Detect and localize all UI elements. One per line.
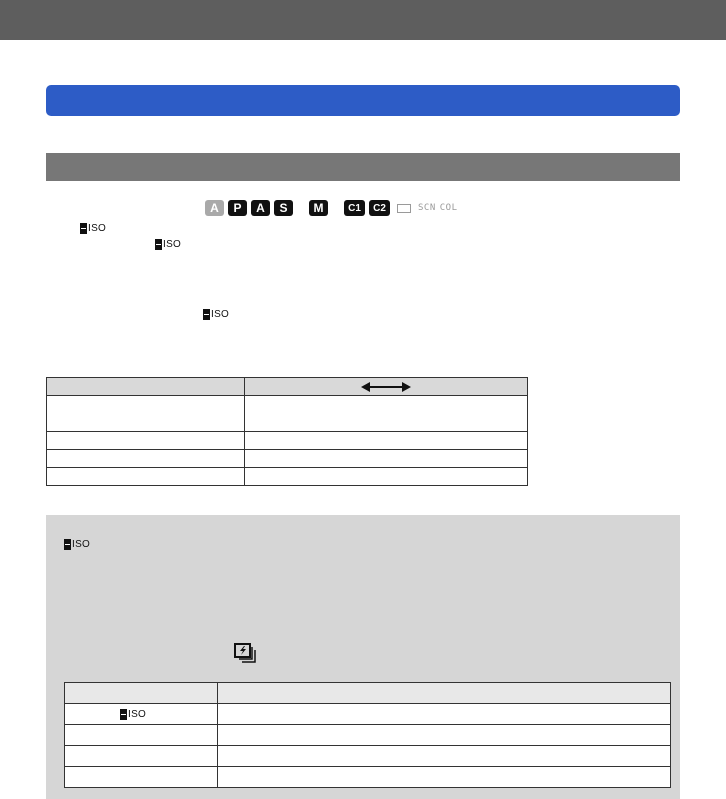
intelligent-iso-icon: ISO — [80, 221, 106, 235]
table-cell — [245, 468, 528, 486]
section-title-bar — [46, 85, 680, 116]
table-cell — [218, 725, 671, 746]
table-cell — [218, 746, 671, 767]
table-header-cell — [245, 378, 528, 396]
table-header-cell — [65, 683, 218, 704]
panorama-icon — [397, 204, 411, 213]
table-row — [65, 725, 671, 746]
table-cell — [47, 450, 245, 468]
table-cell — [218, 767, 671, 788]
table-header-row — [47, 378, 528, 396]
mode-icon-program: P — [228, 200, 247, 216]
table-header-cell — [218, 683, 671, 704]
table-cell — [65, 767, 218, 788]
table-row — [65, 746, 671, 767]
mode-icon-aperture: A — [251, 200, 270, 216]
table-row — [65, 704, 671, 725]
recording-mode-icons — [205, 200, 458, 216]
intelligent-iso-icon: ISO — [64, 537, 90, 551]
iso-limit-table — [64, 682, 671, 788]
double-arrow-icon — [361, 381, 411, 393]
table-cell — [65, 725, 218, 746]
mode-icon-custom-1: C1 — [344, 200, 365, 216]
table-cell — [245, 396, 528, 432]
mode-icon-scene: SCN — [418, 203, 436, 213]
table-row — [65, 767, 671, 788]
table-cell — [65, 746, 218, 767]
table-cell — [47, 396, 245, 432]
table-row — [47, 432, 528, 450]
table-cell — [245, 450, 528, 468]
mode-icon-manual: M — [309, 200, 328, 216]
flash-burst-icon — [234, 643, 256, 663]
intelligent-iso-icon: ISO — [203, 307, 229, 321]
subsection-title-bar — [46, 153, 680, 181]
mode-icon-custom-2: C2 — [369, 200, 390, 216]
intelligent-iso-icon: ISO — [155, 237, 181, 251]
table-cell — [47, 432, 245, 450]
table-row — [47, 450, 528, 468]
iso-sensitivity-table — [46, 377, 528, 486]
header-bar — [0, 0, 726, 40]
table-row — [47, 396, 528, 432]
mode-icon-shutter: S — [274, 200, 293, 216]
table-cell — [245, 432, 528, 450]
table-cell — [65, 704, 218, 725]
table-cell — [47, 468, 245, 486]
table-row — [47, 468, 528, 486]
table-header-cell — [47, 378, 245, 396]
table-header-row — [65, 683, 671, 704]
mode-icon-creative-control: COL — [439, 203, 458, 213]
table-cell — [218, 704, 671, 725]
mode-icon-intelligent-auto: A — [205, 200, 224, 216]
intelligent-iso-icon: ISO — [120, 707, 146, 721]
